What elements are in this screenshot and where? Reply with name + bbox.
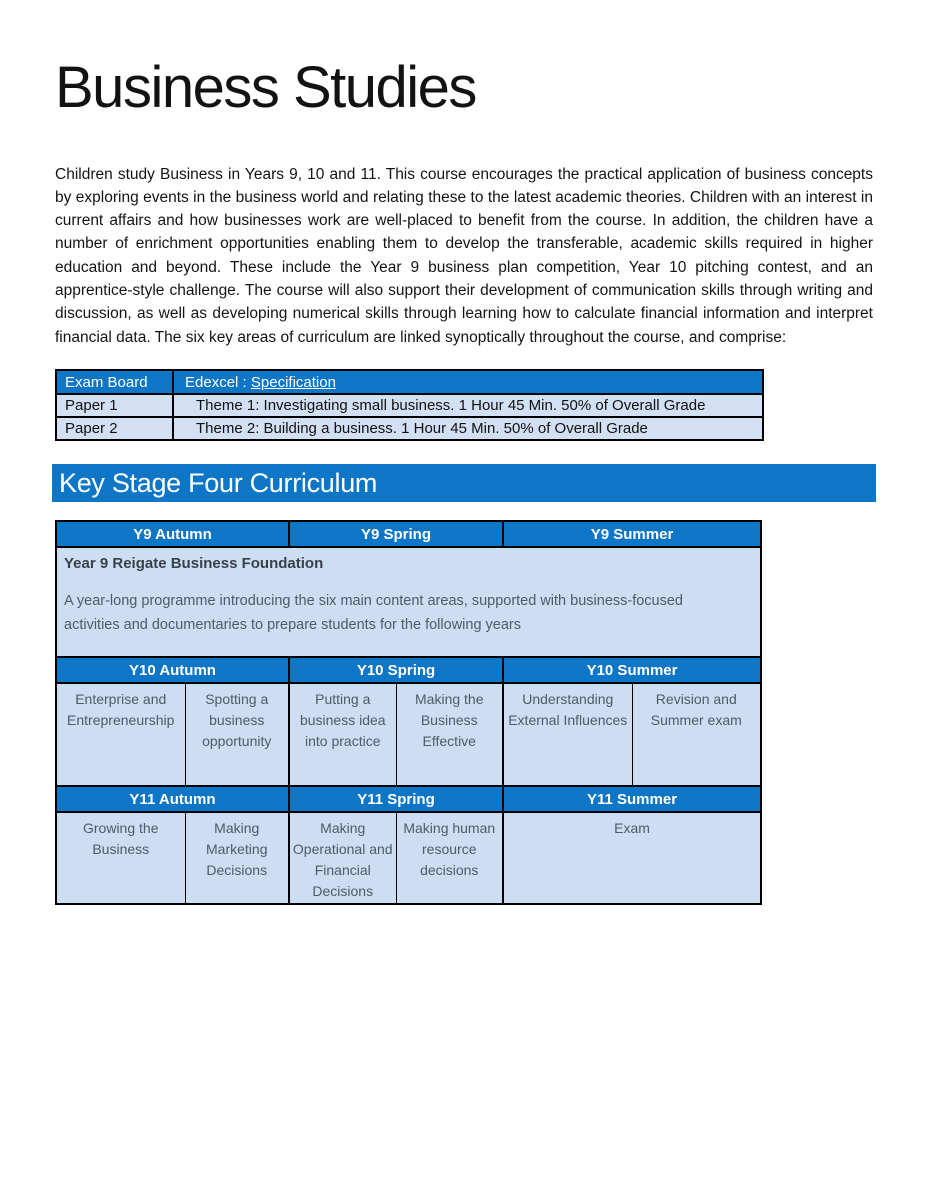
exam-board-header-row	[56, 370, 763, 394]
y10-topic-cell: Putting a business idea into practice	[289, 683, 396, 786]
paper-2-detail: Theme 2: Building a business. 1 Hour 45 Min. 50% of Overall Grade	[173, 417, 763, 440]
y10-topic-cell: Revision and Summer exam	[632, 683, 761, 786]
paper-1-detail: Theme 1: Investigating small business. 1 Hour 45 Min. 50% of Overall Grade	[173, 394, 763, 417]
y10-topic-cell: Spotting a business opportunity	[185, 683, 289, 786]
y9-autumn-header: Y9 Autumn	[56, 521, 289, 547]
y11-topic-cell: Making Operational and Financial Decisions	[289, 812, 396, 904]
y9-header-row	[56, 521, 761, 547]
y11-topic-cell: Exam	[503, 812, 761, 904]
y9-spring-header: Y9 Spring	[289, 521, 503, 547]
y11-content-row	[56, 812, 761, 904]
y9-foundation-title: Year 9 Reigate Business Foundation	[64, 555, 324, 572]
y10-header-row	[56, 657, 761, 683]
paper-1-row	[56, 394, 763, 417]
paper-2-label: Paper 2	[56, 417, 173, 440]
curriculum-table	[55, 520, 762, 905]
paper-1-label: Paper 1	[56, 394, 173, 417]
y9-content-row	[56, 547, 761, 657]
y11-topic-cell: Making human resource decisions	[396, 812, 503, 904]
y11-header-row	[56, 786, 761, 812]
y11-spring-header: Y11 Spring	[289, 786, 503, 812]
y11-topic-cell: Growing the Business	[56, 812, 185, 904]
y10-topic-cell: Making the Business Effective	[396, 683, 503, 786]
page-title: Business Studies	[55, 55, 476, 120]
y11-summer-header: Y11 Summer	[503, 786, 761, 812]
y9-foundation-description: A year-long programme introducing the six main content areas, supported with business-focused activities and documentaries to prepare students for the following years	[64, 593, 683, 633]
y10-topic-cell: Enterprise and Entrepreneurship	[56, 683, 185, 786]
y11-autumn-header: Y11 Autumn	[56, 786, 289, 812]
y10-autumn-header: Y10 Autumn	[56, 657, 289, 683]
y10-summer-header: Y10 Summer	[503, 657, 761, 683]
exam-board-label: Exam Board	[56, 370, 173, 394]
y10-content-row	[56, 683, 761, 786]
y10-spring-header: Y10 Spring	[289, 657, 503, 683]
y9-summer-header: Y9 Summer	[503, 521, 761, 547]
specification-link[interactable]: Specification	[250, 373, 336, 391]
exam-board-table	[55, 369, 764, 441]
intro-paragraph: Children study Business in Years 9, 10 and 11. This course encourages the practical application of business concepts by exploring events in the business world and relating these to the latest academic theories. Children with an interest in current affairs and how businesses work are well-placed to benefit from the course. In addition, the children have a number of enrichment opportunities enabling them to develop the transferable, academic skills required in higher education and beyond. These include the Year 9 business plan competition, Year 10 pitching contest, and an apprentice-style challenge. The course will also support their development of communication skills through writing and discussion, as well as developing numerical skills through learning how to calculate financial information and interpret financial data. The six key areas of curriculum are linked synoptically throughout the course, and comprise:	[55, 165, 873, 346]
y11-topic-cell: Making Marketing Decisions	[185, 812, 289, 904]
section-banner: Key Stage Four Curriculum	[52, 464, 876, 502]
y10-topic-cell: Understanding External Influences	[503, 683, 632, 786]
exam-board-name: Edexcel :	[185, 373, 251, 391]
exam-board-value	[173, 370, 763, 394]
y9-foundation-cell	[56, 547, 761, 657]
paper-2-row	[56, 417, 763, 440]
